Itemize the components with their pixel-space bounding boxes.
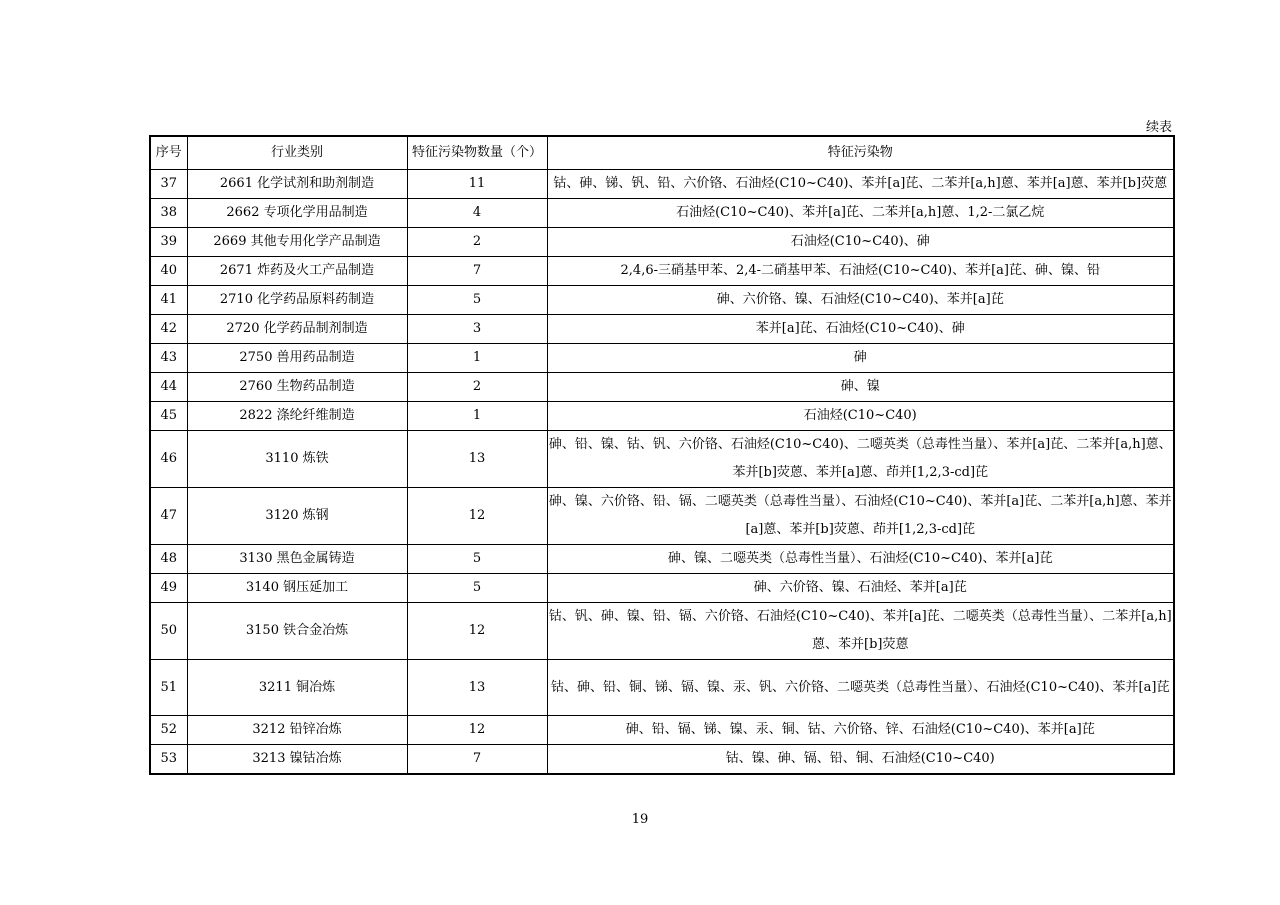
table-row: [150, 660, 1174, 716]
row-industry: 3110 炼铁: [187, 431, 407, 488]
header-pollutants: 特征污染物: [547, 136, 1174, 170]
row-industry: 2669 其他专用化学产品制造: [187, 228, 407, 257]
row-count: 5: [407, 574, 547, 603]
table-row: [150, 373, 1174, 402]
row-number: 42: [150, 315, 187, 344]
row-industry: 2671 炸药及火工产品制造: [187, 257, 407, 286]
row-number: 43: [150, 344, 187, 373]
row-count: 13: [407, 431, 547, 488]
row-count: 7: [407, 257, 547, 286]
row-pollutants: 砷、铅、镍、钴、钒、六价铬、石油烃(C10~C40)、二噁英类（总毒性当量）、苯并[a]芘、二苯并[a,h]蒽、苯并[b]荧蒽、苯并[a]蒽、茚并[1,2,3-cd]芘: [547, 431, 1174, 488]
row-number: 39: [150, 228, 187, 257]
table-header-row: [150, 136, 1174, 170]
table-row: [150, 574, 1174, 603]
continued-table-label: 续表: [1145, 120, 1172, 135]
row-pollutants: 钴、砷、锑、钒、铅、六价铬、石油烃(C10~C40)、苯并[a]芘、二苯并[a,h]蒽、苯并[a]蒽、苯并[b]荧蒽: [547, 170, 1174, 199]
row-number: 46: [150, 431, 187, 488]
row-pollutants: 2,4,6-三硝基甲苯、2,4-二硝基甲苯、石油烃(C10~C40)、苯并[a]芘、砷、镍、铅: [547, 257, 1174, 286]
row-number: 38: [150, 199, 187, 228]
table-row: [150, 745, 1174, 775]
row-number: 45: [150, 402, 187, 431]
row-count: 7: [407, 745, 547, 775]
row-pollutants: 砷、镍、二噁英类（总毒性当量）、石油烃(C10~C40)、苯并[a]芘: [547, 545, 1174, 574]
row-pollutants: 砷、镍: [547, 373, 1174, 402]
row-industry: 2710 化学药品原料药制造: [187, 286, 407, 315]
header-serial-number: 序号: [150, 136, 187, 170]
row-number: 47: [150, 488, 187, 545]
page-number: 19: [631, 812, 649, 827]
table-row: [150, 286, 1174, 315]
row-number: 50: [150, 603, 187, 660]
table-row: [150, 488, 1174, 545]
row-count: 5: [407, 545, 547, 574]
header-industry-category: 行业类别: [187, 136, 407, 170]
row-pollutants: 砷、六价铬、镍、石油烃(C10~C40)、苯并[a]芘: [547, 286, 1174, 315]
row-count: 2: [407, 373, 547, 402]
row-number: 37: [150, 170, 187, 199]
row-pollutants: 石油烃(C10~C40)、砷: [547, 228, 1174, 257]
row-industry: 3130 黑色金属铸造: [187, 545, 407, 574]
row-number: 41: [150, 286, 187, 315]
row-pollutants: 砷、铅、镉、锑、镍、汞、铜、钴、六价铬、锌、石油烃(C10~C40)、苯并[a]芘: [547, 716, 1174, 745]
row-industry: 2720 化学药品制剂制造: [187, 315, 407, 344]
row-pollutants: 钴、镍、砷、镉、铅、铜、石油烃(C10~C40): [547, 745, 1174, 775]
row-number: 48: [150, 545, 187, 574]
row-pollutants: 砷、镍、六价铬、铅、镉、二噁英类（总毒性当量）、石油烃(C10~C40)、苯并[a]芘、二苯并[a,h]蒽、苯并[a]蒽、苯并[b]荧蒽、茚并[1,2,3-cd]芘: [547, 488, 1174, 545]
row-count: 4: [407, 199, 547, 228]
table-row: [150, 716, 1174, 745]
table-row: [150, 199, 1174, 228]
table-row: [150, 402, 1174, 431]
row-count: 1: [407, 344, 547, 373]
row-pollutants: 苯并[a]芘、石油烃(C10~C40)、砷: [547, 315, 1174, 344]
table-row: [150, 603, 1174, 660]
row-industry: 2760 生物药品制造: [187, 373, 407, 402]
row-count: 5: [407, 286, 547, 315]
table-row: [150, 344, 1174, 373]
row-count: 12: [407, 488, 547, 545]
row-industry: 2750 兽用药品制造: [187, 344, 407, 373]
row-pollutants: 砷、六价铬、镍、石油烃、苯并[a]芘: [547, 574, 1174, 603]
row-industry: 2822 涤纶纤维制造: [187, 402, 407, 431]
row-industry: 3150 铁合金冶炼: [187, 603, 407, 660]
row-pollutants: 石油烃(C10~C40): [547, 402, 1174, 431]
row-count: 11: [407, 170, 547, 199]
row-count: 12: [407, 603, 547, 660]
row-count: 3: [407, 315, 547, 344]
table-row: [150, 545, 1174, 574]
table-row: [150, 315, 1174, 344]
row-number: 51: [150, 660, 187, 716]
table-row: [150, 228, 1174, 257]
row-count: 2: [407, 228, 547, 257]
row-number: 40: [150, 257, 187, 286]
table-row: [150, 431, 1174, 488]
row-industry: 3212 铅锌冶炼: [187, 716, 407, 745]
row-industry: 3213 镍钴冶炼: [187, 745, 407, 775]
row-pollutants: 砷: [547, 344, 1174, 373]
row-number: 53: [150, 745, 187, 775]
row-industry: 3140 钢压延加工: [187, 574, 407, 603]
row-number: 52: [150, 716, 187, 745]
row-count: 12: [407, 716, 547, 745]
pollutant-table: [149, 135, 1175, 775]
row-count: 1: [407, 402, 547, 431]
header-pollutant-count: 特征污染物数量（个）: [407, 136, 547, 170]
row-pollutants: 石油烃(C10~C40)、苯并[a]芘、二苯并[a,h]蒽、1,2-二氯乙烷: [547, 199, 1174, 228]
row-industry: 3120 炼钢: [187, 488, 407, 545]
row-industry: 3211 铜冶炼: [187, 660, 407, 716]
row-industry: 2662 专项化学用品制造: [187, 199, 407, 228]
row-industry: 2661 化学试剂和助剂制造: [187, 170, 407, 199]
row-number: 44: [150, 373, 187, 402]
table-row: [150, 257, 1174, 286]
table-row: [150, 170, 1174, 199]
row-number: 49: [150, 574, 187, 603]
row-count: 13: [407, 660, 547, 716]
row-pollutants: 钴、钒、砷、镍、铅、镉、六价铬、石油烃(C10~C40)、苯并[a]芘、二噁英类（总毒性当量）、二苯并[a,h]蒽、苯并[b]荧蒽: [547, 603, 1174, 660]
row-pollutants: 钴、砷、铅、铜、锑、镉、镍、汞、钒、六价铬、二噁英类（总毒性当量）、石油烃(C10~C40)、苯并[a]芘: [547, 660, 1174, 716]
